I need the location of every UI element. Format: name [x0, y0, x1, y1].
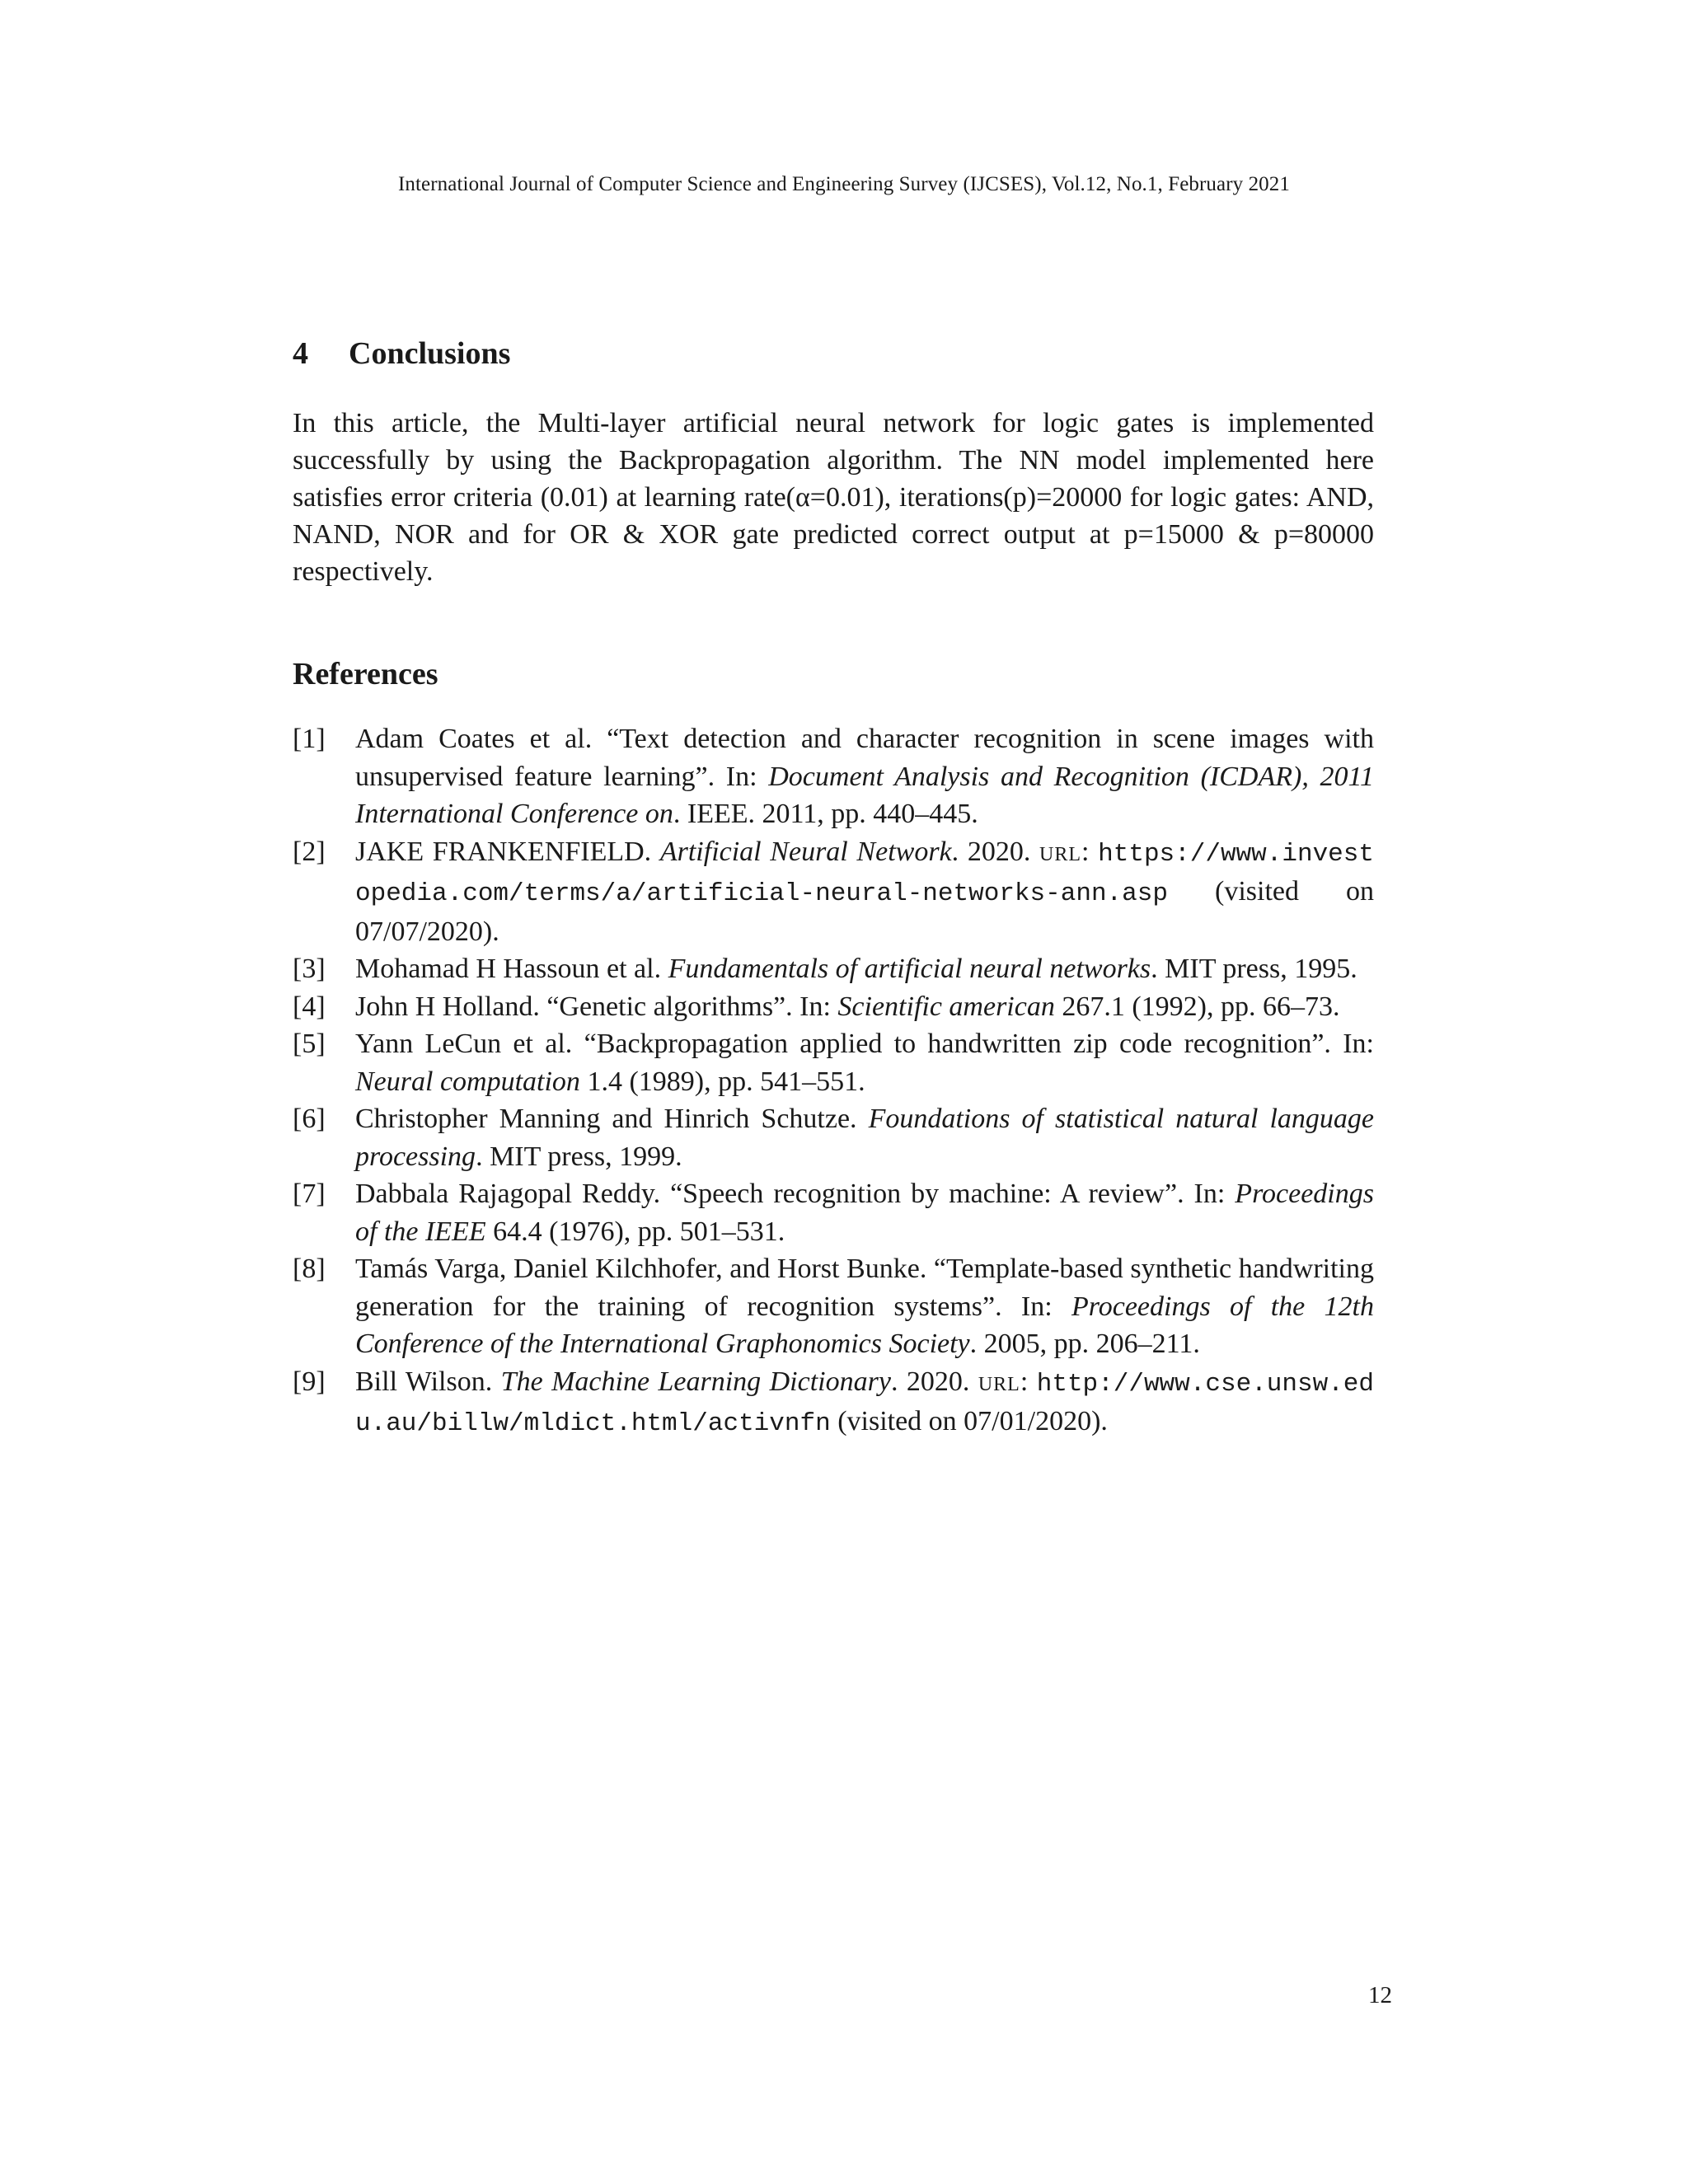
reference-number: [1] — [293, 724, 326, 754]
reference-item — [293, 1025, 1374, 1100]
reference-title-italic: Scientific american — [837, 991, 1055, 1022]
reference-number: [3] — [293, 954, 326, 984]
reference-title-italic: Foundations of statistical natural language processing — [355, 1104, 1374, 1172]
reference-title-italic: Fundamentals of artificial neural networks — [668, 954, 1151, 984]
reference-url-link[interactable]: http://www.cse.unsw.edu.au/billw/mldict.html/activnfn — [355, 1369, 1375, 1438]
reference-item — [293, 1250, 1374, 1363]
reference-title-italic: Proceedings of the 12th Conference of the International Graphonomics Society — [355, 1291, 1375, 1359]
reference-item — [293, 720, 1374, 833]
reference-title-italic: The Machine Learning Dictionary — [500, 1366, 891, 1397]
reference-text-segment: . 2020. — [890, 1366, 978, 1397]
reference-text-segment: JAKE FRANKENFIELD. — [355, 836, 660, 867]
reference-number: [5] — [293, 1029, 326, 1059]
reference-item — [293, 833, 1374, 951]
reference-text-segment: . MIT press, 1995. — [1151, 954, 1357, 984]
reference-text-segment: (visited on 07/07/2020). — [355, 876, 1374, 947]
reference-text — [355, 1366, 1374, 1437]
reference-text-segment: Yann LeCun et al. “Backpropagation applied to handwritten zip code recognition”. In: — [355, 1029, 1374, 1059]
references-heading: References — [293, 657, 438, 691]
reference-text — [355, 1029, 1374, 1097]
reference-text — [355, 1254, 1374, 1359]
reference-text-segment: . IEEE. 2011, pp. 440–445. — [673, 799, 978, 829]
reference-number: [8] — [293, 1254, 326, 1284]
reference-text-segment: : — [1020, 1366, 1037, 1397]
running-header: International Journal of Computer Science and Engineering Survey (IJCSES), Vol.12, No.1, February 2021 — [397, 173, 1290, 195]
reference-text — [355, 991, 1340, 1022]
reference-text-segment: 1.4 (1989), pp. 541–551. — [579, 1066, 865, 1097]
page-content — [293, 334, 1374, 1443]
reference-text — [355, 837, 1374, 947]
reference-text — [355, 1179, 1374, 1247]
reference-title-italic: Document Analysis and Recognition (ICDAR), 2011 International Conference on — [355, 761, 1374, 829]
reference-item — [293, 1175, 1374, 1250]
reference-item — [293, 988, 1374, 1026]
reference-item — [293, 950, 1374, 988]
reference-text-segment: : — [1081, 836, 1099, 867]
reference-number: [6] — [293, 1104, 326, 1134]
reference-number: [7] — [293, 1179, 326, 1209]
reference-text-segment: Tamás Varga, Daniel Kilchhofer, and Horst Bunke. “Template-based synthetic handwriting generation for the training of recognition systems”. In: — [355, 1254, 1374, 1322]
reference-title-italic: Neural computation — [355, 1066, 580, 1097]
section-title: Conclusions — [349, 336, 511, 371]
reference-number: [2] — [293, 836, 326, 867]
reference-text-segment: Christopher Manning and Hinrich Schutze. — [355, 1104, 869, 1134]
reference-text-segment: . MIT press, 1999. — [476, 1141, 682, 1172]
reference-text — [355, 954, 1357, 984]
reference-url-link[interactable]: https://www.investopedia.com/terms/a/artificial-neural-networks-ann.asp — [355, 839, 1374, 908]
reference-text-segment: Mohamad H Hassoun et al. — [355, 954, 668, 984]
url-label: url — [978, 1366, 1020, 1397]
reference-item — [293, 1100, 1374, 1175]
conclusions-paragraph: In this article, the Multi-layer artificial neural network for logic gates is implemented successfully by using the Backpropagation algorithm. The NN model implemented here satisfies error criteria (0.01) at learning rate(α=0.01), iterations(p)=20000 for logic gates: AND, NAND, NOR and for OR & XOR gate predicted correct output at p=15000 & p=80000 respectively. — [293, 408, 1374, 587]
reference-text-segment: 64.4 (1976), pp. 501–531. — [485, 1216, 785, 1247]
reference-text — [355, 724, 1374, 829]
reference-text-segment: Bill Wilson. — [355, 1366, 501, 1397]
url-label: url — [1039, 836, 1082, 867]
reference-item — [293, 1363, 1374, 1443]
section-heading — [293, 334, 1374, 373]
reference-text-segment: Dabbala Rajagopal Reddy. “Speech recognition by machine: A review”. In: — [355, 1179, 1236, 1209]
reference-title-italic: Proceedings of the IEEE — [355, 1179, 1374, 1247]
reference-title-italic: Artificial Neural Network — [659, 836, 952, 867]
references-list — [293, 720, 1374, 1443]
reference-text-segment: (visited on 07/01/2020). — [830, 1406, 1108, 1436]
reference-number: [9] — [293, 1366, 326, 1397]
reference-number: [4] — [293, 991, 326, 1022]
reference-text-segment: 267.1 (1992), pp. 66–73. — [1054, 991, 1340, 1022]
reference-text-segment: . 2005, pp. 206–211. — [969, 1329, 1200, 1359]
section-number: 4 — [293, 336, 308, 371]
reference-text-segment: Adam Coates et al. “Text detection and character recognition in scene images with unsupervised feature learning”. In: — [355, 724, 1374, 792]
page-number: 12 — [1368, 1982, 1392, 2008]
reference-text-segment: . 2020. — [951, 836, 1040, 867]
reference-text-segment: John H Holland. “Genetic algorithms”. In: — [355, 991, 838, 1022]
reference-text — [355, 1104, 1374, 1172]
